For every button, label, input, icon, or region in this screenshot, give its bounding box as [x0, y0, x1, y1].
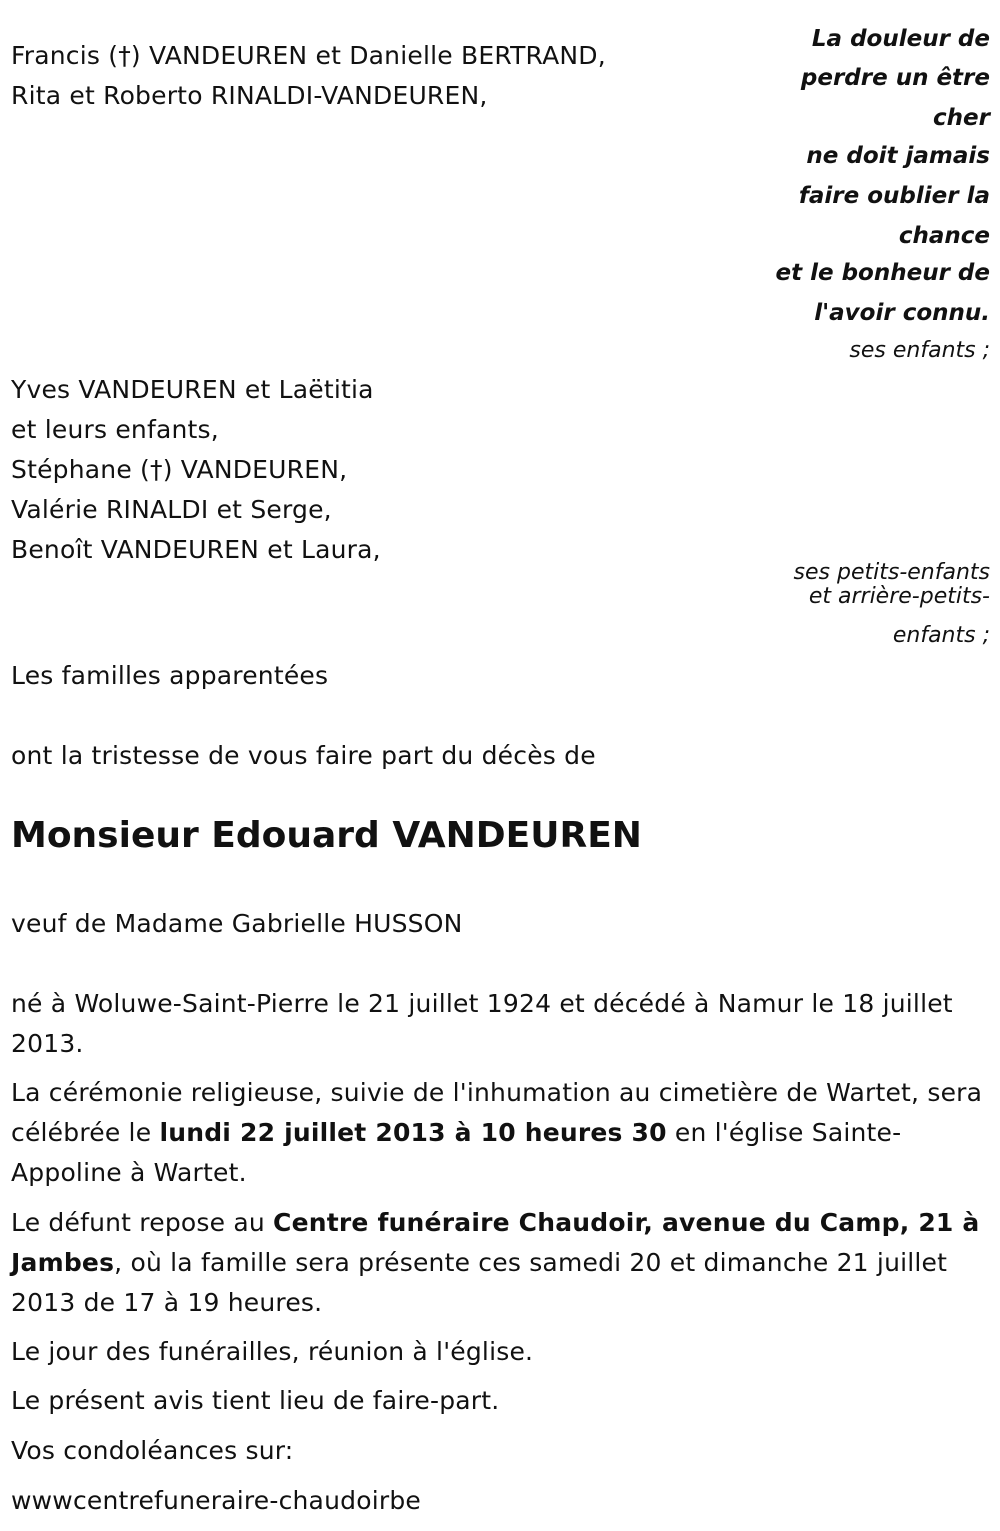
widower-of: veuf de Madame Gabrielle HUSSON	[11, 909, 463, 938]
ceremony-text-before: La cérémonie religieuse, suivie de l'inhumation au cimetière de Wartet, sera célébrée le	[11, 1078, 983, 1147]
grandchild-line: Benoît VANDEUREN et Laura,	[11, 535, 381, 564]
ceremony-datetime: lundi 22 juillet 2013 à 10 heures 30	[159, 1118, 667, 1147]
grandchild-line: Valérie RINALDI et Serge,	[11, 495, 332, 524]
quote-line: l'avoir connu.	[814, 300, 990, 326]
meeting-info: Le jour des funérailles, réunion à l'église.	[11, 1337, 534, 1366]
grandchild-line: et leurs enfants,	[11, 415, 219, 444]
quote-line: faire oublier la	[798, 183, 990, 209]
announcement: ont la tristesse de vous faire part du décès de	[11, 741, 596, 770]
quote-line: cher	[933, 105, 990, 131]
repose-paragraph	[11, 1203, 991, 1323]
repose-location: Centre funéraire Chaudoir, avenue du Camp, 21 à Jambes	[11, 1208, 980, 1277]
related-families: Les familles apparentées	[11, 661, 329, 690]
birth-death: né à Woluwe-Saint-Pierre le 21 juillet 1924 et décédé à Namur le 18 juillet 2013.	[11, 989, 953, 1058]
quote-line: et le bonheur de	[775, 260, 990, 286]
grandchild-line: Yves VANDEUREN et Laëtitia	[11, 375, 374, 404]
grandchild-line: Stéphane (†) VANDEUREN,	[11, 455, 348, 484]
grandchildren-caption-3: enfants ;	[892, 623, 990, 648]
grandchildren-caption-1: ses petits-enfants	[793, 560, 990, 585]
repose-text-after: , où la famille sera présente ces samedi 20 et dimanche 21 juillet 2013 de 17 à 19 heures.	[11, 1248, 948, 1317]
family-line-2: Rita et Roberto RINALDI-VANDEUREN,	[11, 81, 488, 110]
quote-line: ne doit jamais	[806, 143, 990, 169]
ceremony-paragraph	[11, 1073, 991, 1193]
family-line-1: Francis (†) VANDEUREN et Danielle BERTRAND,	[11, 41, 606, 70]
quote-line: chance	[898, 223, 990, 249]
notice-info: Le présent avis tient lieu de faire-part.	[11, 1386, 500, 1415]
ceremony-text-after: en l'église Sainte-Appoline à Wartet.	[11, 1118, 902, 1187]
condolences-label: Vos condoléances sur:	[11, 1436, 294, 1465]
children-caption: ses enfants ;	[849, 338, 990, 363]
repose-text-before: Le défunt repose au	[11, 1208, 274, 1237]
quote-line: La douleur de	[811, 26, 990, 52]
quote-line: perdre un être	[800, 65, 990, 91]
deceased-name: Monsieur Edouard VANDEUREN	[11, 815, 642, 856]
condolences-website-link[interactable]: wwwcentrefuneraire-chaudoirbe	[11, 1486, 421, 1515]
grandchildren-caption-2: et arrière-petits-	[808, 584, 990, 609]
